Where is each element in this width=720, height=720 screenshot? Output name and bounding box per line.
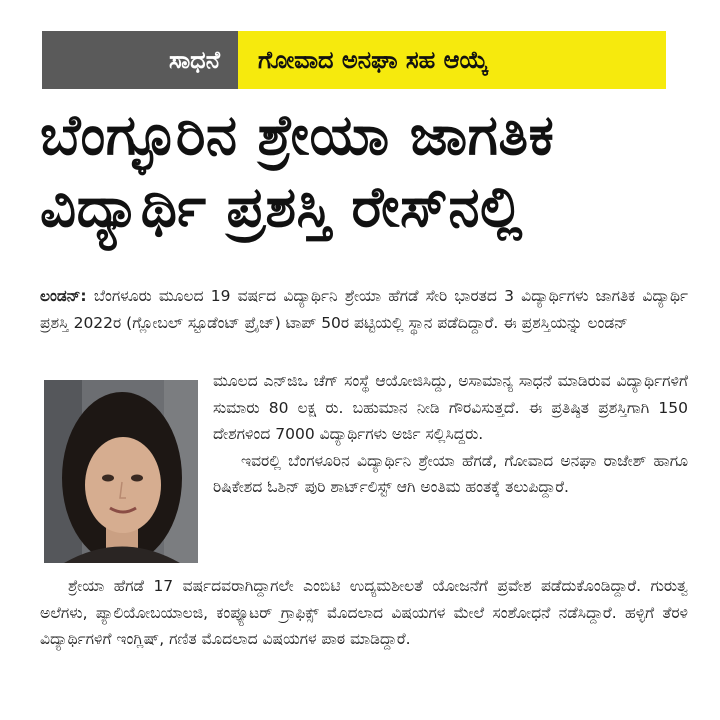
article-paragraph-2 — [213, 368, 688, 501]
headline-line-2: ವಿದ್ಯಾರ್ಥಿ ಪ್ರಶಸ್ತಿ ರೇಸ್‌ನಲ್ಲಿ — [40, 175, 523, 240]
article-paragraph-1 — [40, 283, 688, 336]
headline-line-1: ಬೆಂಗ್ಳೂರಿನ ಶ್ರೇಯಾ ಜಾಗತಿಕ — [40, 103, 555, 168]
section-label: ಸಾಧನೆ — [42, 31, 238, 89]
kicker-subtitle: ಗೋವಾದ ಅನಘಾ ಸಹ ಆಯ್ಕೆ — [238, 31, 666, 89]
portrait-photo — [44, 380, 198, 563]
kicker-bar — [42, 31, 666, 89]
paragraph-2-text: ಮೂಲದ ಎನ್‌ಜಿಒ ಚೆಗ್ ಸಂಸ್ಥೆ ಆಯೋಜಿಸಿದ್ದು, ಅಸಾಮಾನ್ಯ ಸಾಧನೆ ಮಾಡಿರುವ ವಿದ್ಯಾರ್ಥಿಗಳಿಗೆ ಸುಮಾರು 80 ಲಕ್ಷ ರು. ಬಹುಮಾನ ನೀಡಿ ಗೌರವಿಸುತ್ತದೆ. ಈ ಪ್ರತಿಷ್ಠಿತ ಪ್ರಶಸ್ತಿಗಾಗಿ 150 ದೇಶಗಳಿಂದ 7000 ವಿದ್ಯಾರ್ಥಿಗಳು ಅರ್ಜಿ ಸಲ್ಲಿಸಿದ್ದರು. — [213, 372, 688, 443]
paragraph-2b-text: ಇವರಲ್ಲಿ ಬೆಂಗಳೂರಿನ ವಿದ್ಯಾರ್ಥಿನಿ ಶ್ರೇಯಾ ಹೆಗಡೆ, ಗೋವಾದ ಅನಘಾ ರಾಜೇಶ್ ಹಾಗೂ ರಿಷಿಕೇಶದ ಓಶಿನ್ ಪುರಿ ಶಾರ್ಟ್‌ಲಿಸ್ಟ್ ಆಗಿ ಅಂತಿಮ ಹಂತಕ್ಕೆ ತಲುಪಿದ್ದಾರೆ. — [213, 451, 688, 496]
article-paragraph-3 — [40, 573, 688, 653]
dateline: ಲಂಡನ್: — [40, 287, 87, 305]
paragraph-3-text: ಶ್ರೇಯಾ ಹೆಗಡೆ 17 ವರ್ಷದವರಾಗಿದ್ದಾಗಲೇ ಎಂಬಿಟಿ ಉದ್ಯಮಶೀಲತೆ ಯೋಜನೆಗೆ ಪ್ರವೇಶ ಪಡೆದುಕೊಂಡಿದ್ದಾರೆ. ಗುರುತ್ವ ಅಲೆಗಳು, ಪ್ಯಾಲಿಯೋಬಯಾಲಜಿ, ಕಂಪ್ಯೂಟರ್ ಗ್ರಾಫಿಕ್ಸ್ ಮೊದಲಾದ ವಿಷಯಗಳ ಮೇಲೆ ಸಂಶೋಧನೆ ನಡೆಸಿದ್ದಾರೆ. ಹಳ್ಳಿಗೆ ತೆರಳಿ ವಿದ್ಯಾರ್ಥಿಗಳಿಗೆ ಇಂಗ್ಲಿಷ್, ಗಣಿತ ಮೊದಲಾದ ವಿಷಯಗಳ ಪಾಠ ಮಾಡಿದ್ದಾರೆ. — [40, 577, 688, 648]
headline — [40, 100, 680, 244]
portrait-image — [44, 380, 198, 563]
paragraph-1-text: ಬೆಂಗಳೂರು ಮೂಲದ 19 ವರ್ಷದ ವಿದ್ಯಾರ್ಥಿನಿ ಶ್ರೇಯಾ ಹೆಗಡೆ ಸೇರಿ ಭಾರತದ 3 ವಿದ್ಯಾರ್ಥಿಗಳು ಜಾಗತಿಕ ವಿದ್ಯಾರ್ಥಿ ಪ್ರಶಸ್ತಿ 2022ರ (ಗ್ಲೋಬಲ್ ಸ್ಟೂಡೆಂಟ್ ಪ್ರೈಜ್) ಟಾಪ್ 50ರ ಪಟ್ಟಿಯಲ್ಲಿ ಸ್ಥಾನ ಪಡೆದಿದ್ದಾರೆ. ಈ ಪ್ರಶಸ್ತಿಯನ್ನು ಲಂಡನ್ — [40, 287, 688, 332]
